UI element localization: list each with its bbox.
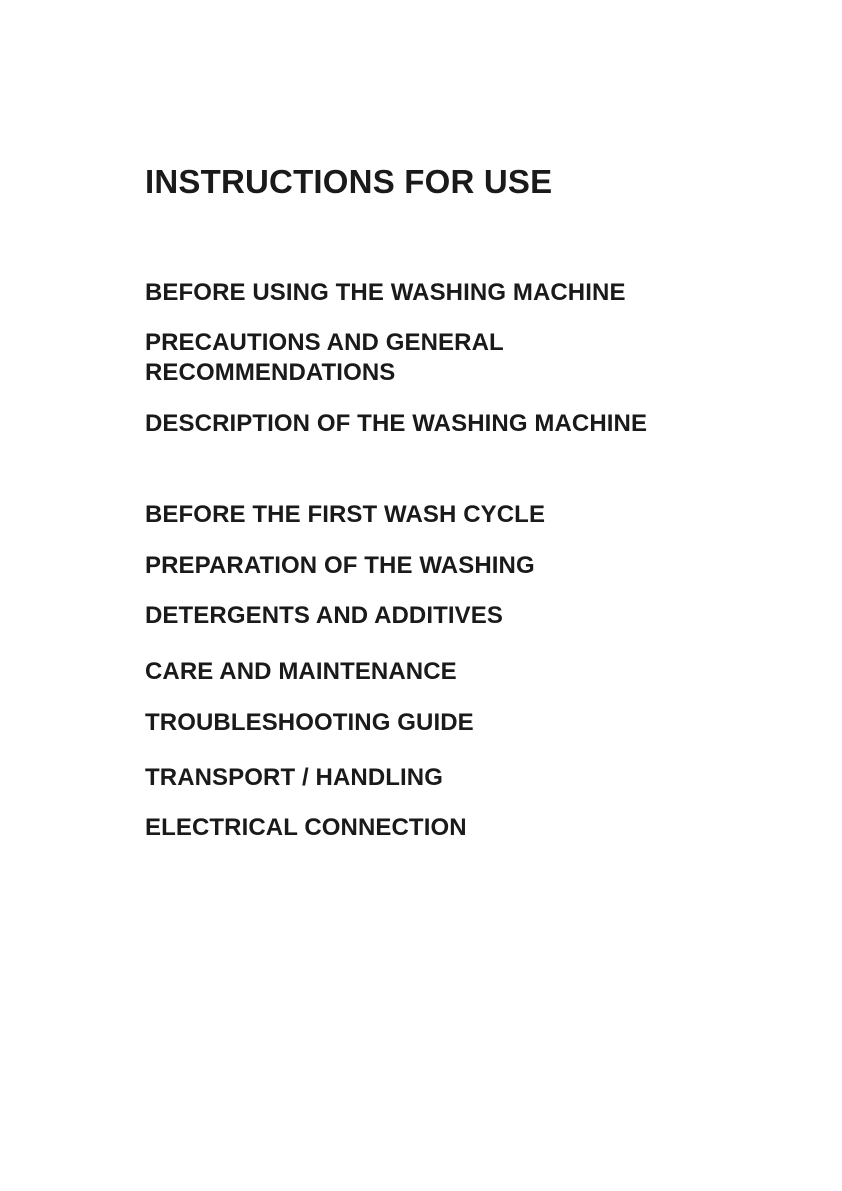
toc-item-description <box>145 409 647 439</box>
toc-item-label: CARE AND MAINTENANCE <box>145 658 457 685</box>
toc-item-label-continued: RECOMMENDATIONS <box>145 359 396 386</box>
page-title: INSTRUCTIONS FOR USE <box>145 163 553 200</box>
toc-item-label: BEFORE THE FIRST WASH CYCLE <box>145 501 546 528</box>
toc-item-label: TROUBLESHOOTING GUIDE <box>145 709 474 736</box>
toc-item-label: PRECAUTIONS AND GENERAL <box>145 329 504 356</box>
toc-item-transport <box>145 763 443 793</box>
toc-item-label: DESCRIPTION OF THE WASHING MACHINE <box>145 410 648 437</box>
toc-item-before-using <box>145 278 626 308</box>
toc-item-preparation <box>145 551 535 581</box>
toc-item-precautions <box>145 328 504 388</box>
toc-item-first-wash <box>145 500 545 530</box>
toc-item-electrical <box>145 813 467 843</box>
toc-item-label: TRANSPORT / HANDLING <box>145 764 443 791</box>
toc-item-label: BEFORE USING THE WASHING MACHINE <box>145 279 626 306</box>
toc-item-care <box>145 657 457 687</box>
toc-item-label: ELECTRICAL CONNECTION <box>145 814 467 841</box>
toc-item-label: DETERGENTS AND ADDITIVES <box>145 602 503 629</box>
toc-item-label: PREPARATION OF THE WASHING <box>145 552 535 579</box>
toc-item-troubleshooting <box>145 708 474 738</box>
toc-item-detergents <box>145 601 503 631</box>
